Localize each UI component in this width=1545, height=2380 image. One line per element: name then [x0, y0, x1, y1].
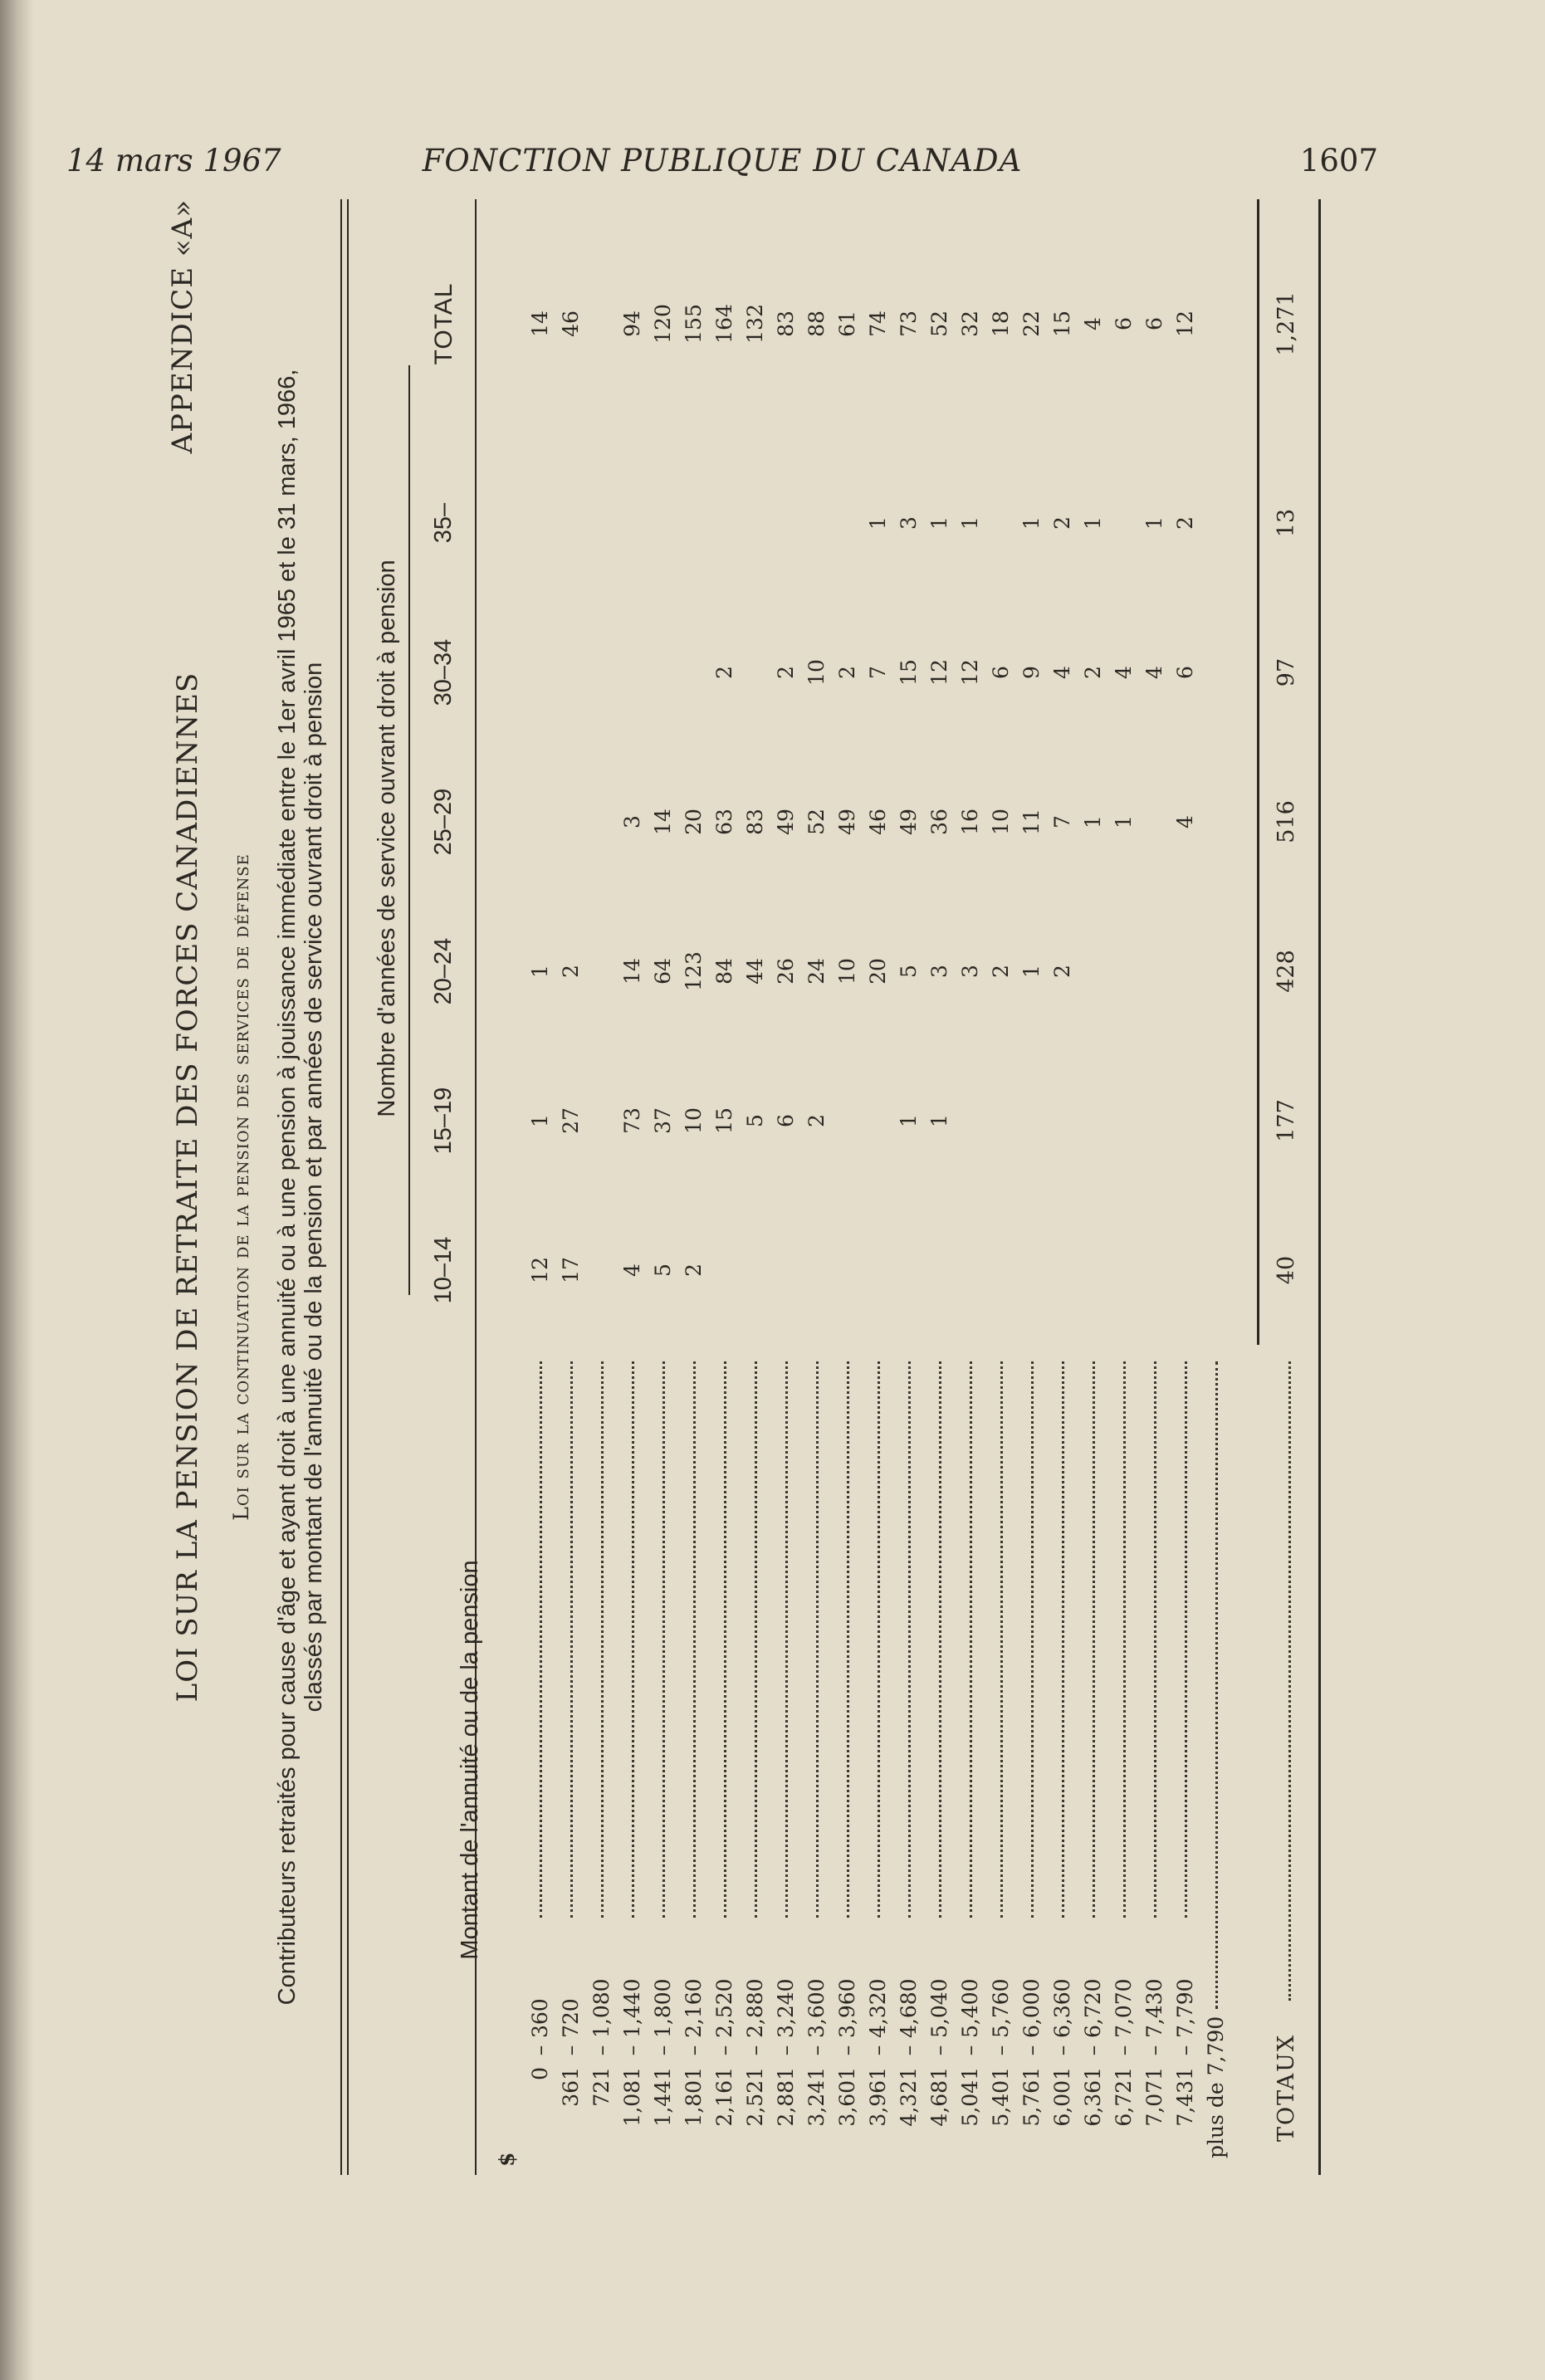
amount-high: 1,440: [620, 1978, 644, 2038]
amount-low: 7,071: [1142, 2067, 1166, 2127]
amount-low: 5,041: [958, 2067, 982, 2127]
leader-dots: [1215, 1361, 1218, 2009]
amount-high: 2,880: [743, 1978, 767, 2038]
table-cell: 20: [866, 958, 890, 985]
table-row: [555, 199, 586, 2175]
amount-range: [1108, 1345, 1139, 2175]
table-cell: 5: [743, 1114, 767, 1127]
table-cell-total: 88: [804, 310, 829, 337]
table-cell: 84: [712, 958, 736, 985]
table-row: [985, 199, 1016, 2175]
main-title: LOI SUR LA PENSION DE RETRAITE DES FORCES CANADIENNES: [171, 672, 204, 1703]
table-cell: 4: [620, 1263, 644, 1277]
column-header: 15–19: [430, 1087, 457, 1155]
range-dash: –: [1112, 2045, 1136, 2056]
range-dash: –: [1173, 2045, 1197, 2056]
range-dash: –: [559, 2045, 583, 2056]
table-row: [586, 199, 617, 2175]
table-cell: 2: [682, 1263, 706, 1277]
table-cell-total: 6: [1142, 317, 1166, 330]
amount-range: [801, 1345, 832, 2175]
amount-range: [863, 1345, 893, 2175]
page-number: 1607: [1299, 143, 1378, 178]
table-cell: 2: [774, 666, 798, 679]
leader-dots: [755, 1361, 757, 1918]
amount-range: [1200, 1345, 1231, 2175]
amount-high: 1,080: [589, 1978, 614, 2038]
table-cell: 4: [1050, 666, 1074, 679]
amount-range: [1078, 1345, 1108, 2175]
table-row: [893, 199, 924, 2175]
table-cell: 27: [559, 1107, 583, 1134]
table-cell-total: 52: [927, 310, 951, 337]
amount-low: 7,431: [1173, 2067, 1197, 2127]
table-row: [801, 199, 832, 2175]
leader-dots: [1031, 1361, 1034, 1918]
leader-dots: [1154, 1361, 1156, 1918]
table-row: [832, 199, 863, 2175]
table-cell-total: 12: [1173, 310, 1197, 337]
leader-dots: [908, 1361, 911, 1918]
amount-range: [617, 1345, 648, 2175]
table-cell: 83: [743, 809, 767, 835]
table-row: [924, 199, 955, 2175]
table-cell: 7: [866, 666, 890, 679]
amount-low: 3,241: [804, 2067, 829, 2127]
amount-range: [893, 1345, 924, 2175]
table-cell: 49: [897, 809, 921, 835]
amount-low: 2,521: [743, 2067, 767, 2127]
table-cell: 2: [712, 666, 736, 679]
table-cell: 26: [774, 958, 798, 985]
table-cell-total: 14: [528, 310, 552, 337]
table-cell: 9: [1019, 666, 1044, 679]
amount-low: 2,881: [774, 2067, 798, 2127]
table-cell: 10: [804, 659, 829, 686]
table-cell: 46: [866, 809, 890, 835]
table-cell: 17: [559, 1257, 583, 1283]
top-rule-double: [347, 199, 349, 2175]
amount-low: 5,761: [1019, 2067, 1044, 2127]
table-cell-total: 46: [559, 310, 583, 337]
table-cell: 3: [897, 516, 921, 530]
table-cell: 10: [682, 1107, 706, 1134]
table-cell: 1: [528, 965, 552, 978]
rotated-table-page: [166, 199, 1461, 2175]
amount-low: 0: [528, 2067, 552, 2080]
leader-dots: [540, 1361, 542, 1918]
amount-high: 5,760: [989, 1978, 1013, 2038]
table-cell: 1: [958, 516, 982, 530]
table-cell: 20: [682, 809, 706, 835]
table-cell: 37: [651, 1107, 675, 1134]
table-row: [617, 199, 648, 2175]
range-dash: –: [927, 2045, 951, 2056]
leader-dots: [1288, 1361, 1291, 2001]
table-cell-total: 164: [712, 304, 736, 344]
table-cell: 1: [1019, 516, 1044, 530]
leader-dots: [662, 1361, 665, 1918]
table-cell: 177: [1274, 1099, 1299, 1142]
header-rule: [475, 199, 477, 2175]
range-dash: –: [989, 2045, 1013, 2056]
amount-range: [555, 1345, 586, 2175]
leader-dots: [878, 1361, 880, 1918]
table-cell: 1: [528, 1114, 552, 1127]
table-row: [1170, 199, 1200, 2175]
table-cell: 7: [1050, 815, 1074, 828]
range-dash: –: [1142, 2045, 1166, 2056]
amount-low: 4,321: [897, 2067, 921, 2127]
table-cell-total: 155: [682, 304, 706, 344]
amount-low: 5,401: [989, 2067, 1013, 2127]
leader-dots: [1123, 1361, 1126, 1918]
page-binding-shadow: [0, 0, 33, 2380]
amount-low: 4,681: [927, 2067, 951, 2127]
amount-high: 4,680: [897, 1978, 921, 2038]
range-dash: –: [958, 2045, 982, 2056]
leader-dots: [785, 1361, 788, 1918]
table-cell: 44: [743, 958, 767, 985]
table-cell: 10: [835, 958, 859, 985]
running-header: [66, 143, 1378, 193]
table-cell: 123: [682, 951, 706, 991]
table-cell-total: 83: [774, 310, 798, 337]
amount-range: [648, 1345, 678, 2175]
table-cell: 4: [1142, 666, 1166, 679]
amount-low: 1,081: [620, 2067, 644, 2127]
table-cell-total: 120: [651, 304, 675, 344]
amount-low: 6,361: [1081, 2067, 1105, 2127]
amount-high: 3,960: [835, 1978, 859, 2038]
header-title: FONCTION PUBLIQUE DU CANADA: [422, 143, 1023, 178]
table-cell: 16: [958, 809, 982, 835]
amount-range: [1139, 1345, 1170, 2175]
range-dash: –: [1081, 2045, 1105, 2056]
table-cell: 1: [866, 516, 890, 530]
table-cell: 49: [835, 809, 859, 835]
header-date: 14 mars 1967: [66, 143, 281, 178]
amount-low: 6,721: [1112, 2067, 1136, 2127]
table-cell: 6: [774, 1114, 798, 1127]
table-row: [678, 199, 709, 2175]
range-dash: –: [528, 2045, 552, 2056]
table-cell: 1: [1019, 965, 1044, 978]
table-cell-total: 6: [1112, 317, 1136, 330]
amount-range: [770, 1345, 801, 2175]
table-row: [525, 199, 555, 2175]
table-cell: 2: [835, 666, 859, 679]
table-cell-total: 73: [897, 310, 921, 337]
table-cell: 40: [1274, 1255, 1299, 1285]
table-cell: 5: [897, 965, 921, 978]
amount-range: [832, 1345, 863, 2175]
amount-range: [678, 1345, 709, 2175]
range-dash: –: [804, 2045, 829, 2056]
table-cell: 428: [1274, 950, 1299, 993]
amount-low: 1,801: [682, 2067, 706, 2127]
amount-high: 360: [528, 1998, 552, 2038]
table-cell: 63: [712, 809, 736, 835]
amount-low: 721: [589, 2067, 614, 2107]
leader-dots: [601, 1361, 604, 1918]
column-header-total: TOTAL: [430, 282, 457, 365]
amount-range: [985, 1345, 1016, 2175]
table-cell: 15: [897, 659, 921, 686]
table-cell: 14: [620, 958, 644, 985]
amount-range: [525, 1345, 555, 2175]
table-cell: 6: [1173, 666, 1197, 679]
table-cell: 13: [1274, 508, 1299, 538]
amount-low: 3,961: [866, 2067, 890, 2127]
table-cell: 36: [927, 809, 951, 835]
table-cell: 3: [620, 815, 644, 828]
amount-range: [924, 1345, 955, 2175]
amount-range: [1047, 1345, 1078, 2175]
amount-high: 5,400: [958, 1978, 982, 2038]
table-cell-total: 15: [1050, 310, 1074, 337]
leader-dots: [816, 1361, 819, 1918]
column-group-rule: [408, 365, 410, 1295]
table-cell: 2: [989, 965, 1013, 978]
table-row: [863, 199, 893, 2175]
table-cell: 49: [774, 809, 798, 835]
table-cell: 2: [1050, 965, 1074, 978]
amount-range: [709, 1345, 740, 2175]
amount-high: 7,430: [1142, 1978, 1166, 2038]
appendix-label: APPENDICE «A»: [166, 199, 199, 454]
table-cell: 10: [989, 809, 1013, 835]
table-cell: 2: [1173, 516, 1197, 530]
table-cell: 4: [1173, 815, 1197, 828]
column-header: 30–34: [430, 638, 457, 706]
column-header: 25–29: [430, 788, 457, 856]
table-cell-total: 61: [835, 310, 859, 337]
table-cell: 2: [559, 965, 583, 978]
table-row: [709, 199, 740, 2175]
amount-low: 3,601: [835, 2067, 859, 2127]
range-dash: –: [835, 2045, 859, 2056]
table-row: [740, 199, 770, 2175]
column-header: 10–14: [430, 1236, 457, 1304]
table-cell: 64: [651, 958, 675, 985]
amount-high: 1,800: [651, 1978, 675, 2038]
amount-range: [1170, 1345, 1200, 2175]
table-caption-line-2: classés par montant de l'annuité ou de la pension et par années de service ouvrant droit à pension: [301, 662, 327, 1713]
amount-range: [955, 1345, 985, 2175]
range-dash: –: [682, 2045, 706, 2056]
bottom-rule: [1318, 199, 1321, 2175]
table-row: [1047, 199, 1078, 2175]
amount-range: [1016, 1345, 1047, 2175]
leader-dots: [1062, 1361, 1064, 1918]
amount-high: 5,040: [927, 1978, 951, 2038]
table-cell: 5: [651, 1263, 675, 1277]
range-dash: –: [897, 2045, 921, 2056]
table-cell-total: 132: [743, 304, 767, 344]
table-row: [1108, 199, 1139, 2175]
table-cell: 2: [1050, 516, 1074, 530]
leader-dots: [970, 1361, 972, 1918]
table-cell: 12: [958, 659, 982, 686]
amount-high: 6,360: [1050, 1978, 1074, 2038]
range-dash: –: [620, 2045, 644, 2056]
amount-high: 2,520: [712, 1978, 736, 2038]
leader-dots: [693, 1361, 696, 1918]
currency-symbol: $: [495, 2152, 519, 2167]
table-row: [1139, 199, 1170, 2175]
amount-high: 3,600: [804, 1978, 829, 2038]
amount-range: [740, 1345, 770, 2175]
table-cell: 24: [804, 958, 829, 985]
leader-dots: [570, 1361, 573, 1918]
table-cell: 2: [1081, 666, 1105, 679]
leader-dots: [939, 1361, 941, 1918]
table-row: [770, 199, 801, 2175]
range-dash: –: [651, 2045, 675, 2056]
range-dash: –: [866, 2045, 890, 2056]
amount-high: 720: [559, 1998, 583, 2038]
table-cell-total: 1,271: [1274, 291, 1299, 356]
table-cell: 516: [1274, 800, 1299, 843]
table-cell: 6: [989, 666, 1013, 679]
amount-high: 3,240: [774, 1978, 798, 2038]
amount-high: 6,720: [1081, 1978, 1105, 2038]
amount-range: [586, 1345, 617, 2175]
leader-dots: [1093, 1361, 1095, 1918]
table-cell-total: 18: [989, 310, 1013, 337]
table-cell: 1: [1081, 516, 1105, 530]
leader-dots: [1185, 1361, 1187, 1918]
table-cell-total: 22: [1019, 310, 1044, 337]
table-cell: 1: [897, 1114, 921, 1127]
table-cell-total: 32: [958, 310, 982, 337]
amount-high: 6,000: [1019, 1978, 1044, 2038]
table-cell: 1: [927, 1114, 951, 1127]
range-dash: –: [1050, 2045, 1074, 2056]
amount-low: 2,161: [712, 2067, 736, 2127]
range-dash: –: [712, 2045, 736, 2056]
range-dash: –: [743, 2045, 767, 2056]
range-dash: –: [589, 2045, 614, 2056]
table-cell: 3: [927, 965, 951, 978]
table-cell: 1: [1081, 815, 1105, 828]
column-header: 35–: [430, 502, 457, 544]
table-cell: 52: [804, 809, 829, 835]
subtitle: Loi sur la continuation de la pension des services de défense: [229, 853, 253, 1521]
table-row: [955, 199, 985, 2175]
totals-row: [1270, 199, 1303, 2175]
table-caption-line-1: Contributeurs retraités pour cause d'âge et ayant droit à une annuité ou à une pension à jouissance immédiate entre le 1er avril 1965 et le 31 mars, 1966,: [274, 369, 301, 2006]
column-header: 20–24: [430, 937, 457, 1005]
leader-dots: [847, 1361, 849, 1918]
range-dash: –: [1019, 2045, 1044, 2056]
table-cell: 12: [927, 659, 951, 686]
table-row: [1016, 199, 1047, 2175]
table-cell: 97: [1274, 657, 1299, 687]
table-cell: 11: [1019, 809, 1044, 835]
top-rule: [340, 199, 342, 2175]
table-body: [525, 199, 1231, 2175]
column-group-header: Nombre d'années de service ouvrant droit à pension: [374, 560, 400, 1117]
amount-low: 1,441: [651, 2067, 675, 2127]
amount-low: plus de 7,790: [1204, 2016, 1228, 2158]
table-cell: 3: [958, 965, 982, 978]
amount-high: 7,070: [1112, 1978, 1136, 2038]
table-cell: 1: [1112, 815, 1136, 828]
totals-rule: [1257, 199, 1259, 1345]
totals-label: TOTAUX: [1274, 2033, 1299, 2142]
row-header: Montant de l'annuité ou de la pension: [457, 1560, 483, 1960]
table-cell: 15: [712, 1107, 736, 1134]
amount-high: 4,320: [866, 1978, 890, 2038]
table-cell-total: 74: [866, 310, 890, 337]
table-row: [1078, 199, 1108, 2175]
table-cell: 2: [804, 1114, 829, 1127]
leader-dots: [1000, 1361, 1003, 1918]
table-cell: 14: [651, 809, 675, 835]
leader-dots: [632, 1361, 634, 1918]
amount-low: 6,001: [1050, 2067, 1074, 2127]
table-cell: 1: [927, 516, 951, 530]
range-dash: –: [774, 2045, 798, 2056]
table-cell: 73: [620, 1107, 644, 1134]
table-cell-total: 4: [1081, 317, 1105, 330]
table-row: [648, 199, 678, 2175]
table-row: [1200, 199, 1231, 2175]
leader-dots: [724, 1361, 726, 1918]
table-cell: 1: [1142, 516, 1166, 530]
amount-high: 2,160: [682, 1978, 706, 2038]
amount-high: 7,790: [1173, 1978, 1197, 2038]
amount-low: 361: [559, 2067, 583, 2107]
table-cell: 12: [528, 1257, 552, 1283]
table-cell: 4: [1112, 666, 1136, 679]
table-cell-total: 94: [620, 310, 644, 337]
